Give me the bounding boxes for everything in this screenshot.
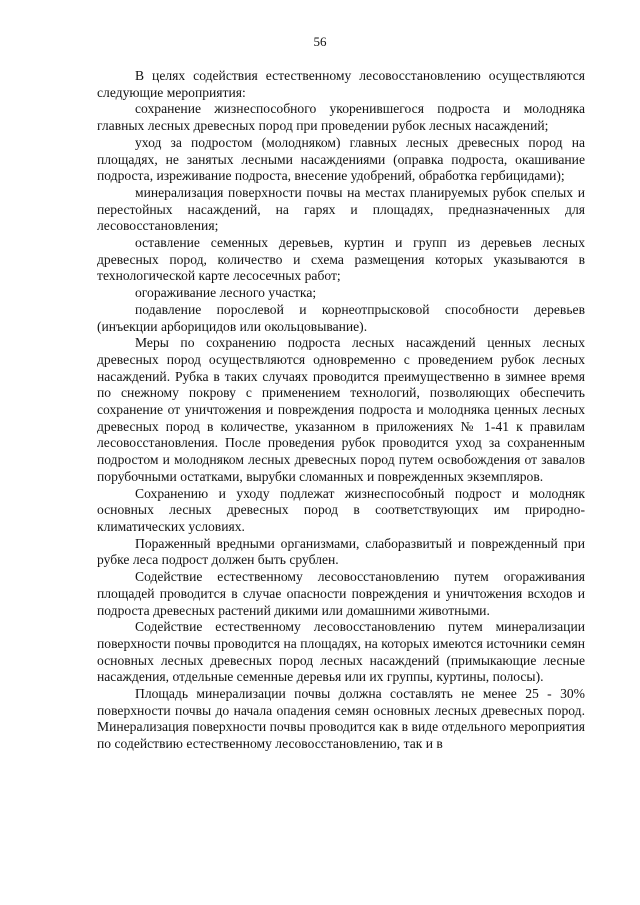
paragraph-measure-5: огораживание лесного участка; [135, 285, 317, 301]
paragraph-mineralization-area: Площадь минерализации почвы должна составлять не менее 25 - 30% поверхности почвы до начала опадения семян основных лесных древесных пород. Минерализация поверхности почвы проводится как в виде отдельного мероприятия по содействию естественному лесовосстановлению, так и в [97, 686, 585, 752]
paragraph-care: Сохранению и уходу подлежат жизнеспособный подрост и молодняк основных лесных древесных пород в соответствующих им природно-климатических условиях. [97, 485, 585, 534]
document-body [97, 68, 585, 753]
paragraph-intro: В целях содействия естественному лесовосстановлению осуществляются следующие мероприятия: [97, 68, 585, 100]
paragraph-undergrowth-preservation: Меры по сохранению подроста лесных насаждений ценных лесных древесных пород осуществляются одновременно с проведением рубок лесных насаждений. Рубка в таких случаях проводится преимущественно в зимнее время по снежному покрову с применением технологий, позволяющих обеспечить сохранение от уничтожения и повреждения подроста и молодняка ценных лесных древесных пород в количестве, указанном в приложениях № 1-41 к правилам лесовосстановления. После проведения рубок проводится уход за сохраненным подростом и молодняком лесных древесных пород путем освобождения от завалов порубочными остатками, вырубки сломанных и поврежденных экземпляров. [97, 335, 585, 484]
paragraph-measure-1: сохранение жизнеспособного укоренившегося подроста и молодняка главных лесных древесных пород при проведении рубок лесных насаждений; [97, 101, 585, 134]
paragraph-measure-6: подавление порослевой и корнеотпрысковой способности деревьев (инъекции арборицидов или окольцовывание). [97, 301, 585, 334]
paragraph-mineralization: Содействие естественному лесовосстановлению путем минерализации поверхности почвы проводится на площадях, на которых имеются источники семян основных лесных древесных пород лесных насаждений (примыкающие лесные насаждения, отдельные семенные деревья или их группы, куртины, полосы). [97, 619, 585, 685]
paragraph-measure-4: оставление семенных деревьев, куртин и групп из деревьев лесных древесных пород, количество и схема размещения которых указываются в технологической карте лесосечных работ; [97, 235, 585, 284]
paragraph-measure-3: минерализация поверхности почвы на местах планируемых рубок спелых и перестойных насаждений, на гарях и площадях, предназначенных для лесовосстановления; [97, 184, 585, 234]
paragraph-fencing: Содействие естественному лесовосстановлению путем огораживания площадей проводится в случае опасности повреждения и уничтожения всходов и подроста древесных растений дикими или домашними животными. [97, 569, 585, 618]
paragraph-damaged-undergrowth: Пораженный вредными организмами, слаборазвитый и поврежденный при рубке леса подрост должен быть срублен. [97, 535, 585, 568]
page-number: 56 [313, 34, 327, 49]
paragraph-measure-2: уход за подростом (молодняком) главных лесных древесных пород на площадях, не занятых лесными насаждениями (оправка подроста, окашивание подроста, изреживание подроста, внесение удобрений, обработка гербицидами); [97, 134, 585, 184]
